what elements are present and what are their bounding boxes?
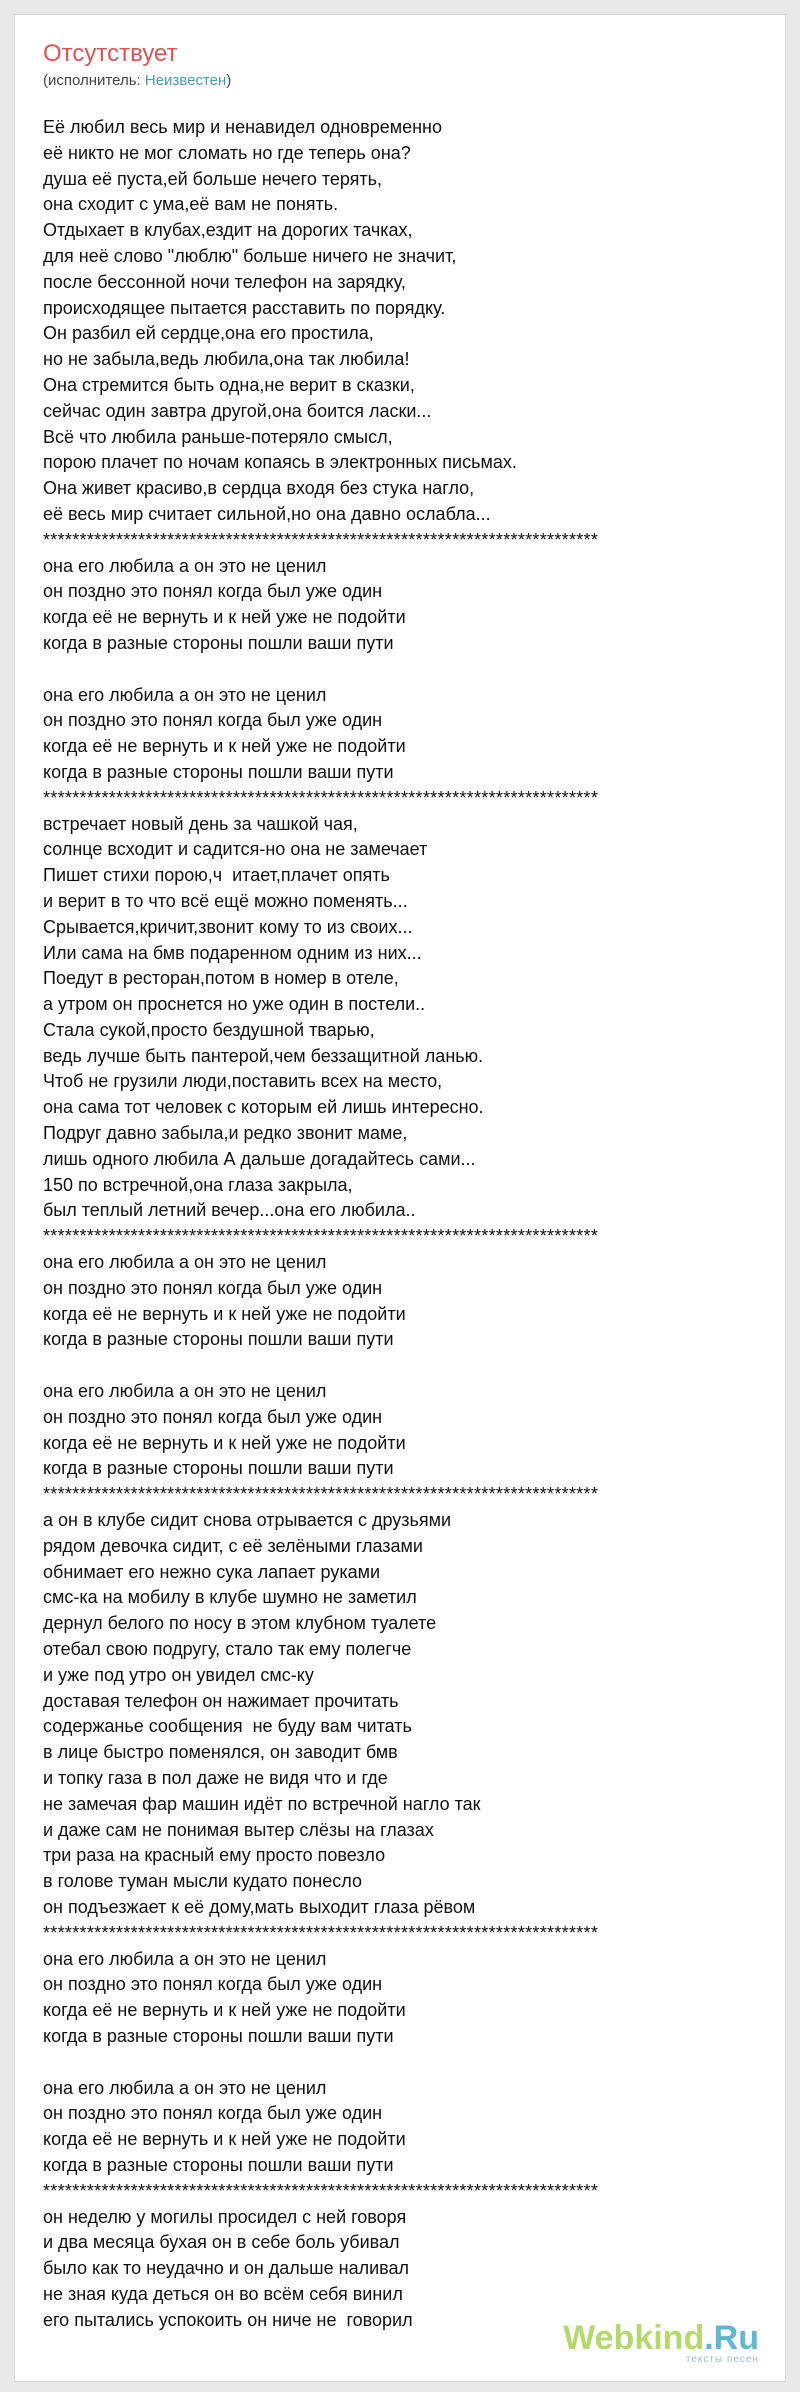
lyric-line: она его любила а он это не ценил [43,2077,327,2098]
lyric-line: она сама тот человек с которым ей лишь интересно. [43,1097,484,1118]
artist-suffix: ) [226,72,232,89]
lyric-line: он неделю у могилы просидел с ней говоря [43,2206,407,2227]
lyric-line: Пишет стихи порою,ч итает,плачет опять [43,865,390,886]
lyric-line: когда в разные стороны пошли ваши пути [43,2154,394,2175]
lyric-line: ведь лучше быть пантерой,чем беззащитной ланью. [43,1045,484,1066]
lyric-line: когда её не вернуть и к ней уже не подойти [43,2000,406,2021]
lyric-line: отебал свою подругу, стало так ему полегче [43,1639,412,1660]
lyric-line: она сходит с ума,её вам не понять. [43,194,339,215]
lyric-line: её никто не мог сломать но где теперь она? [43,142,411,163]
section-divider: **************************************************************************** [43,787,599,808]
lyric-line: когда в разные стороны пошли ваши пути [43,632,394,653]
lyric-line: Всё что любила раньше-потеряло смысл, [43,426,393,447]
section-divider: **************************************************************************** [43,2180,599,2201]
lyric-line: Она стремится быть одна,не верит в сказки, [43,374,415,395]
lyric-line: порою плачет по ночам копаясь в электронных письмах. [43,452,517,473]
logo-wordmark [563,2320,759,2356]
artist-link[interactable]: Неизвестен [144,72,227,89]
lyric-line: для неё слово "люблю" больше ничего не значит, [43,245,457,266]
lyric-line: он поздно это понял когда был уже один [43,1406,383,1427]
lyric-line: Он разбил ей сердце,она его простила, [43,323,374,344]
lyric-line: рядом девочка сидит, с её зелёными глазами [43,1535,423,1556]
lyric-line: он поздно это понял когда был уже один [43,710,383,731]
logo-tagline: тексты песен [685,2354,759,2365]
lyric-line: и верит в то что всё ещё можно поменять... [43,890,408,911]
lyric-line: но не забыла,ведь любила,она так любила! [43,349,410,370]
lyric-line: и топку газа в пол даже не видя что и где [43,1768,388,1788]
lyric-line: он поздно это понял когда был уже один [43,1277,383,1298]
lyric-line: он подъезжает к её дому,мать выходит глаза рёвом [43,1896,476,1917]
lyric-line: когда её не вернуть и к ней уже не подойти [43,1432,406,1453]
lyric-line: она его любила а он это не ценил [43,555,327,576]
section-divider: **************************************************************************** [43,529,599,550]
lyric-line: когда в разные стороны пошли ваши пути [43,2025,394,2046]
lyric-line: в лице быстро поменялся, он заводит бмв [43,1742,398,1763]
lyrics-card [14,14,786,2382]
lyric-line: и два месяца бухая он в себе боль убивал [43,2232,400,2253]
section-divider: **************************************************************************** [43,1922,599,1943]
lyric-line: её весь мир считает сильной,но она давно ослабла... [43,503,491,524]
webkind-logo [563,2320,759,2365]
lyric-line: после бессонной ночи телефон на зарядку, [43,271,406,292]
lyric-line: она его любила а он это не ценил [43,1252,327,1273]
lyric-line: она его любила а он это не ценил [43,684,327,705]
lyric-line: когда её не вернуть и к ней уже не подойти [43,1303,406,1324]
lyric-line: Чтоб не грузили люди,поставить всех на место, [43,1071,443,1092]
artist-line [43,69,231,93]
lyric-line: когда её не вернуть и к ней уже не подойти [43,2129,406,2150]
lyric-line: содержанье сообщения не буду вам читать [43,1716,412,1737]
lyric-line: Или сама на бмв подаренном одним из них... [43,942,422,963]
lyric-line: он поздно это понял когда был уже один [43,1974,383,1995]
lyric-line: не замечая фар машин идёт по встречной нагло так [43,1793,481,1814]
lyric-line: когда в разные стороны пошли ваши пути [43,761,394,782]
lyric-line: 150 по встречной,она глаза закрыла, [43,1174,353,1195]
lyric-line: Поедут в ресторан,потом в номер в отеле, [43,968,399,989]
lyric-line: когда её не вернуть и к ней уже не подойти [43,736,406,757]
lyric-line: сейчас один завтра другой,она боится ласки... [43,400,432,421]
lyric-line: Стала сукой,просто бездушной тварью, [43,1019,375,1040]
lyric-line: Она живет красиво,в сердца входя без стука нагло, [43,478,475,499]
lyric-line: она его любила а он это не ценил [43,1381,327,1402]
lyric-line: а утром он проснется но уже один в постели.. [43,994,426,1015]
lyric-line: а он в клубе сидит снова отрывается с друзьями [43,1510,452,1531]
lyric-line: и уже под утро он увидел смс-ку [43,1664,314,1685]
lyric-line: она его любила а он это не ценил [43,1948,327,1969]
lyric-line: когда в разные стороны пошли ваши пути [43,1458,394,1479]
lyric-line: в голове туман мысли кудато понесло [43,1871,362,1892]
lyric-line: когда в разные стороны пошли ваши пути [43,1329,394,1350]
section-divider: **************************************************************************** [43,1484,599,1505]
lyric-line: смс-ка на мобилу в клубе шумно не заметил [43,1587,417,1608]
lyric-line: он поздно это понял когда был уже один [43,581,383,602]
lyric-line: был теплый летний вечер...она его любила.. [43,1200,416,1221]
lyric-line: когда её не вернуть и к ней уже не подойти [43,607,406,628]
lyric-line: его пытались успокоить он ниче не говорил [43,2309,413,2330]
artist-prefix: (исполнитель: [43,72,145,89]
lyric-line: не зная куда деться он во всём себя винил [43,2283,403,2304]
blank-line [43,657,783,683]
lyric-line: обнимает его нежно сука лапает руками [43,1561,381,1582]
lyric-line: Её любил весь мир и ненавидел одновременно [43,117,443,137]
blank-line [43,1353,783,1379]
lyric-line: лишь одного любила А дальше догадайтесь сами... [43,1148,476,1169]
lyric-line: было как то неудачно и он дальше наливал [43,2258,410,2279]
section-divider: **************************************************************************** [43,1226,599,1247]
logo-tld: .Ru [704,2319,759,2357]
lyric-line: душа её пуста,ей больше нечего терять, [43,168,383,189]
song-title: Отсутствует [43,40,178,67]
blank-line [43,2050,783,2076]
lyric-line: происходящее пытается расставить по порядку. [43,297,446,318]
lyric-line: и даже сам не понимая вытер слёзы на глазах [43,1819,434,1840]
lyric-line: доставая телефон он нажимает прочитать [43,1690,399,1711]
lyric-line: он поздно это понял когда был уже один [43,2103,383,2124]
lyric-line: три раза на красный ему просто повезло [43,1845,386,1866]
lyric-line: дернул белого по носу в этом клубном туалете [43,1613,437,1634]
lyric-line: Подруг давно забыла,и редко звонит маме, [43,1123,408,1144]
lyric-line: солнце всходит и садится-но она не замечает [43,839,428,860]
lyrics-text [43,115,783,2334]
lyric-line: Отдыхает в клубах,ездит на дорогих тачках, [43,220,413,241]
lyric-line: встречает новый день за чашкой чая, [43,813,358,834]
lyric-line: Срывается,кричит,звонит кому то из своих... [43,916,413,937]
logo-name: Webkind [563,2319,705,2357]
